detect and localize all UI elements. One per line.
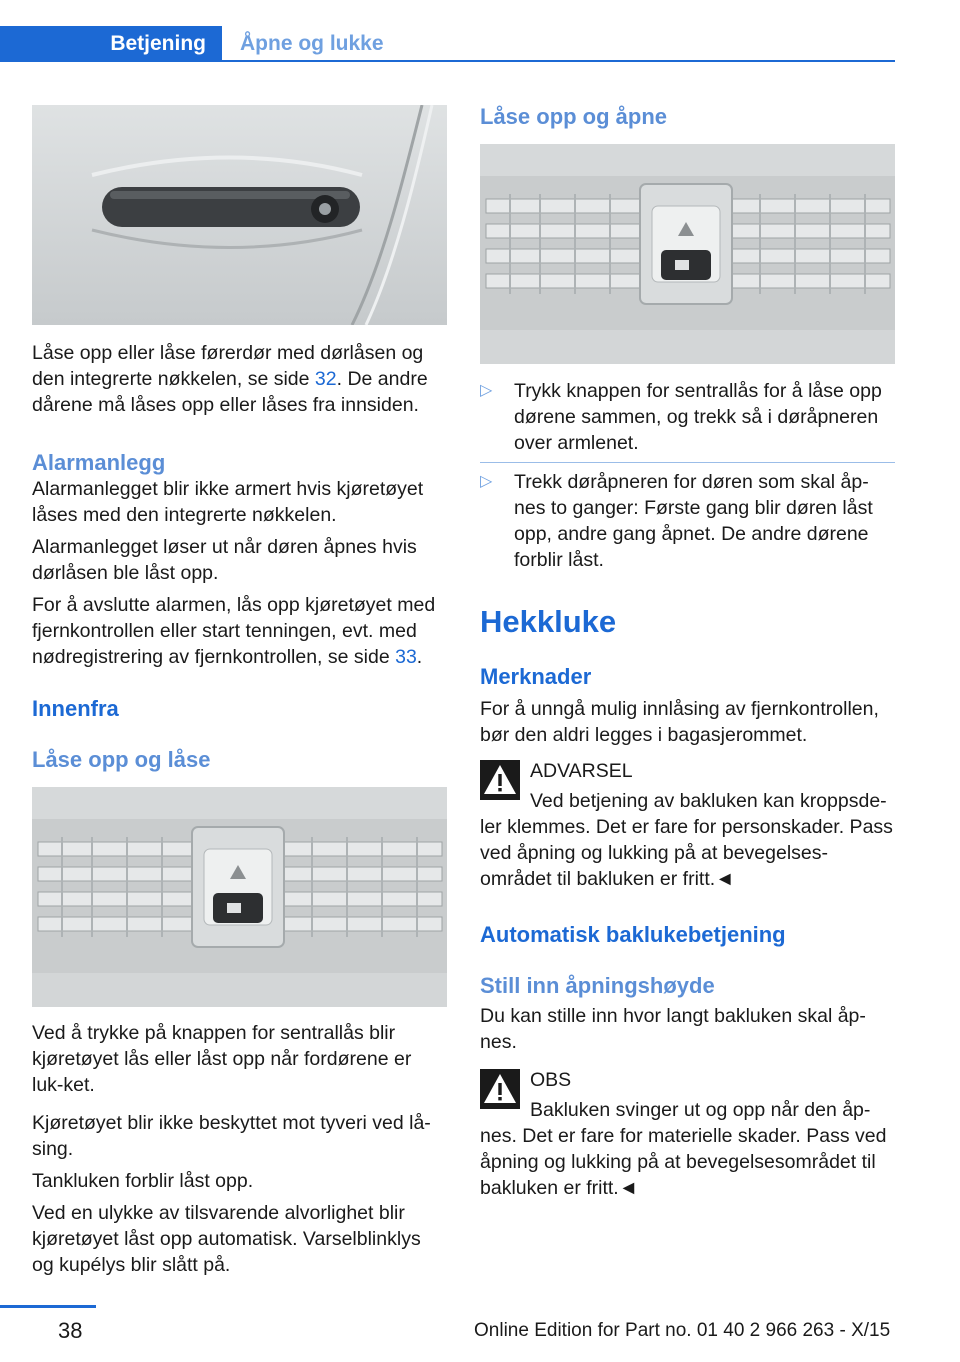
door-lock-paragraph: Låse opp eller låse førerdør med dørlåsen og den integrerte nøkkelen, se side 32. De andre dårene må låses opp eller låses fra innsiden. — [32, 342, 428, 416]
door-handle-illustration — [32, 105, 447, 325]
warning-title: ADVARSEL — [530, 760, 633, 782]
warning-advarsel — [480, 758, 895, 892]
steps-list — [480, 378, 895, 573]
page-ref-33[interactable]: 33 — [395, 646, 417, 668]
lase-paragraph-1: Ved å trykke på knappen for sentrallås blir kjøretøyet lås eller låst opp når fordørene er luk-ket. — [32, 1022, 412, 1096]
footer-rule — [0, 1305, 96, 1308]
triangle-bullet-icon: ▷ — [480, 473, 493, 490]
warning-title: OBS — [530, 1069, 572, 1091]
innenfra-heading: Innenfra — [32, 696, 119, 721]
step-item: ▷ Trekk døråpneren for døren som skal åp-nes to ganger: Første gang blir døren låst opp, andre gang åpnet. De andre dørene forblir låst. — [480, 471, 873, 571]
central-lock-illustration — [32, 787, 447, 1007]
alarm-paragraph-2: Alarmanlegget løser ut når døren åpnes hvis dørlåsen ble låst opp. — [32, 536, 417, 584]
warning-text: Ved betjening av bakluken kan kroppsde-ler klemmes. Det er fare for personskader. Pass ved åpning og lukking på at bevegelses-området til bakluken er fritt.◄ — [480, 790, 893, 890]
lase-paragraph-3: Tankluken forblir låst opp. — [32, 1170, 254, 1192]
lase-opp-og-apne-heading: Låse opp og åpne — [480, 104, 668, 129]
automatisk-baklukebetjening-heading: Automatisk baklukebetjening — [480, 922, 786, 947]
warning-obs — [480, 1067, 895, 1201]
lase-paragraph-2: Kjøretøyet blir ikke beskyttet mot tyveri ved lå-sing. — [32, 1112, 431, 1160]
page-ref-32[interactable]: 32 — [314, 368, 337, 390]
edition-text: Online Edition for Part no. 01 40 2 966 263 - X/15 — [474, 1320, 891, 1341]
lase-opp-og-lase-heading: Låse opp og låse — [32, 747, 211, 772]
tab-betjening[interactable]: Betjening — [0, 26, 222, 62]
lase-paragraph-4: Ved en ulykke av tilsvarende alvorlighet blir kjøretøyet låst opp automatisk. Varselblinklys og kupélys blir slått på. — [32, 1202, 421, 1276]
door-handle-figure — [32, 105, 447, 325]
central-lock-figure-left — [32, 787, 447, 1007]
alarm-paragraph-3: For å avslutte alarmen, lås opp kjøretøyet med fjernkontrollen eller start tenningen, evt. med nødregistrering av fjernkontrollen, se side 33. — [32, 594, 436, 668]
tab-apne-og-lukke[interactable]: Åpne og lukke — [240, 32, 384, 55]
step-item: ▷ Trykk knappen for sentrallås for å låse opp dørene sammen, og trekk så i døråpneren over armlenet. — [480, 380, 882, 454]
warning-triangle-icon — [480, 760, 520, 800]
alarm-paragraph-1: Alarmanlegget blir ikke armert hvis kjøretøyet låses med den integrerte nøkkelen. — [32, 478, 424, 526]
header-tabbar — [0, 26, 895, 62]
warning-triangle-icon — [480, 1069, 520, 1109]
page-number: 38 — [58, 1318, 83, 1343]
warning-text: Bakluken svinger ut og opp når den åp-nes. Det er fare for materielle skader. Pass ved åpning og lukking på at bevegelsesområdet til bakluken er fritt.◄ — [480, 1099, 887, 1199]
central-lock-figure-right — [480, 144, 895, 364]
alarmanlegg-heading: Alarmanlegg — [32, 450, 166, 475]
merknader-heading: Merknader — [480, 664, 592, 689]
step-divider — [480, 462, 895, 463]
still-paragraph: Du kan stille inn hvor langt bakluken skal åp-nes. — [480, 1005, 866, 1053]
triangle-bullet-icon: ▷ — [480, 382, 493, 399]
hekkluke-heading: Hekkluke — [480, 604, 617, 639]
header-rule — [0, 60, 895, 62]
merknader-paragraph: For å unngå mulig innlåsing av fjernkontrollen, bør den aldri legges i bagasjerommet. — [480, 698, 879, 746]
central-lock-illustration — [480, 144, 895, 364]
still-inn-apningshoyde-heading: Still inn åpningshøyde — [480, 973, 715, 998]
